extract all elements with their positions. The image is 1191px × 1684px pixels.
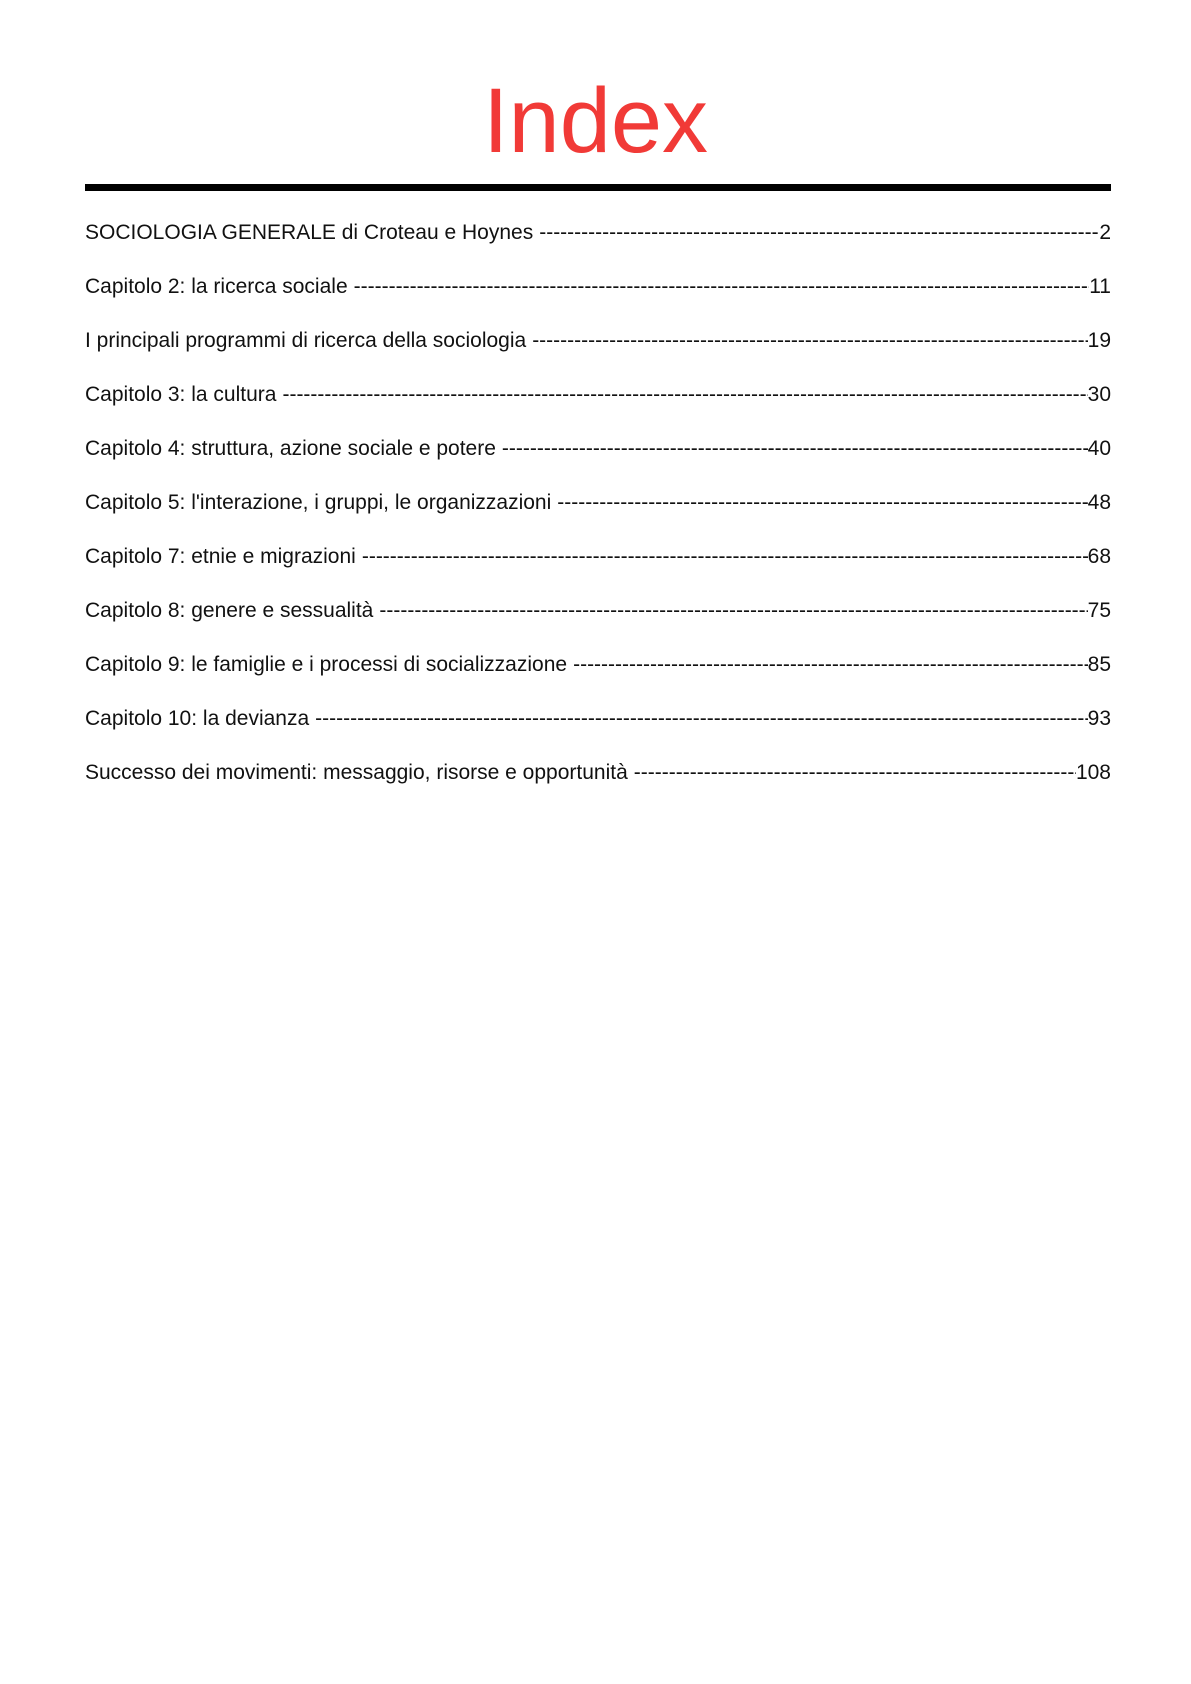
toc-entry-title: Capitolo 4: struttura, azione sociale e potere — [85, 437, 496, 460]
toc-dot-leader — [315, 706, 1087, 732]
toc-dot-leader — [557, 490, 1087, 516]
toc-dot-leader — [379, 598, 1087, 624]
toc-entry-page: 108 — [1075, 761, 1111, 784]
toc-entry-page: 93 — [1087, 707, 1111, 730]
toc-entry[interactable] — [85, 274, 1111, 328]
toc-entry-title: Capitolo 7: etnie e migrazioni — [85, 545, 356, 568]
toc-dot-leader — [282, 382, 1087, 408]
toc-entry[interactable] — [85, 490, 1111, 544]
toc-entry-page: 11 — [1089, 275, 1111, 298]
toc-entry-page: 48 — [1087, 491, 1111, 514]
toc-entry-title: Capitolo 9: le famiglie e i processi di socializzazione — [85, 653, 568, 676]
toc-entry-title: Capitolo 2: la ricerca sociale — [85, 275, 348, 298]
toc-entry[interactable] — [85, 544, 1111, 598]
toc-dot-leader — [573, 652, 1088, 678]
toc-entry[interactable] — [85, 220, 1111, 274]
toc-entry[interactable] — [85, 598, 1111, 652]
toc-entry-title: Capitolo 10: la devianza — [85, 707, 310, 730]
toc-entry-page: 68 — [1087, 545, 1111, 568]
toc-entry[interactable] — [85, 328, 1111, 382]
table-of-contents — [85, 220, 1111, 814]
toc-entry-page: 85 — [1087, 653, 1111, 676]
toc-entry-title: Successo dei movimenti: messaggio, risorse e opportunità — [85, 761, 628, 784]
toc-dot-leader — [532, 328, 1087, 354]
toc-entry-title: Capitolo 8: genere e sessualità — [85, 599, 374, 622]
toc-entry-page: 2 — [1099, 221, 1111, 244]
toc-dot-leader — [354, 274, 1090, 300]
toc-entry-title: Capitolo 5: l'interazione, i gruppi, le organizzazioni — [85, 491, 552, 514]
page-title: Index — [482, 70, 709, 172]
toc-entry-title: SOCIOLOGIA GENERALE di Croteau e Hoynes — [85, 221, 534, 244]
toc-entry[interactable] — [85, 706, 1111, 760]
toc-entry[interactable] — [85, 436, 1111, 490]
title-divider — [85, 184, 1111, 191]
toc-entry[interactable] — [85, 760, 1111, 814]
toc-entry[interactable] — [85, 652, 1111, 706]
toc-dot-leader — [362, 544, 1088, 570]
toc-entry-page: 30 — [1087, 383, 1111, 406]
toc-entry-page: 75 — [1087, 599, 1111, 622]
toc-entry[interactable] — [85, 382, 1111, 436]
toc-entry-title: I principali programmi di ricerca della sociologia — [85, 329, 527, 352]
toc-entry-page: 40 — [1087, 437, 1111, 460]
toc-entry-page: 19 — [1087, 329, 1111, 352]
toc-dot-leader — [502, 436, 1088, 462]
toc-dot-leader — [539, 220, 1099, 246]
toc-dot-leader — [634, 760, 1076, 786]
toc-entry-title: Capitolo 3: la cultura — [85, 383, 277, 406]
